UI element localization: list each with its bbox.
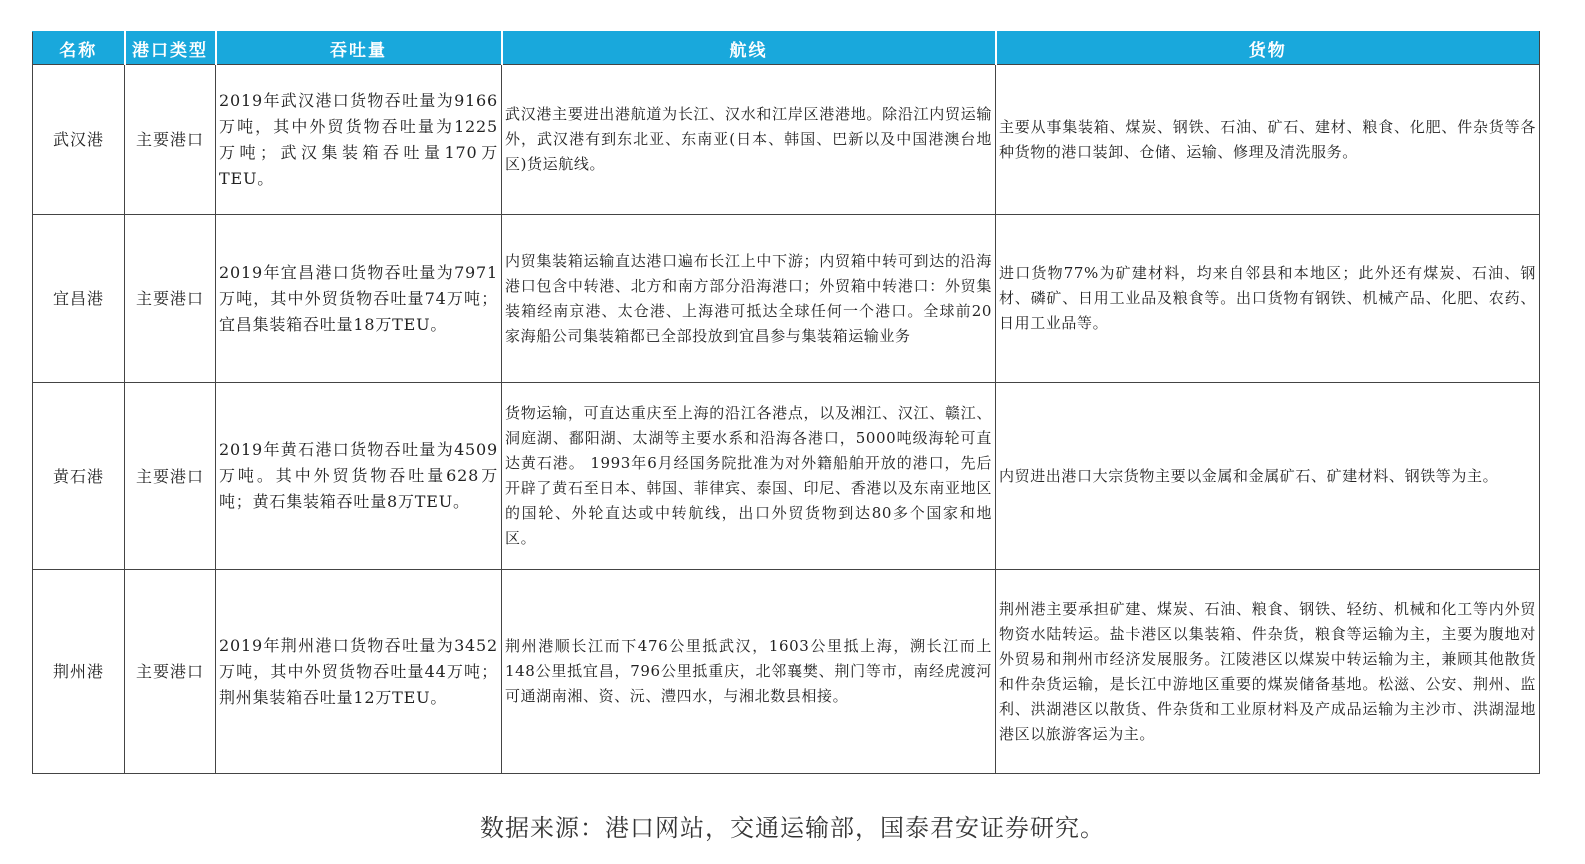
header-cargo: 货物 (996, 32, 1540, 65)
cell-cargo: 主要从事集装箱、煤炭、钢铁、石油、矿石、建材、粮食、化肥、件杂货等各种货物的港口装卸、仓储、运输、修理及清洗服务。 (996, 65, 1540, 215)
table-row-wuhan (33, 65, 1540, 215)
header-name: 名称 (33, 32, 125, 65)
cell-throughput: 2019年宜昌港口货物吞吐量为7971万吨，其中外贸货物吞吐量74万吨；宜昌集装箱吞吐量18万TEU。 (216, 215, 502, 383)
cell-throughput: 2019年武汉港口货物吞吐量为9166万吨，其中外贸货物吞吐量为1225万吨；武汉集装箱吞吐量170万TEU。 (216, 65, 502, 215)
cell-cargo: 荆州港主要承担矿建、煤炭、石油、粮食、钢铁、轻纺、机械和化工等内外贸物资水陆转运。盐卡港区以集装箱、件杂货，粮食等运输为主，主要为腹地对外贸易和荆州市经济发展服务。江陵港区以煤炭中转运输为主，兼顾其他散货和件杂货运输，是长江中游地区重要的煤炭储备基地。松滋、公安、荆州、监利、洪湖港区以散货、件杂货和工业原材料及产成品运输为主沙市、洪湖湿地港区以旅游客运为主。 (996, 570, 1540, 774)
cell-cargo: 进口货物77%为矿建材料，均来自邻县和本地区；此外还有煤炭、石油、钢材、磷矿、日用工业品及粮食等。出口货物有钢铁、机械产品、化肥、农药、日用工业品等。 (996, 215, 1540, 383)
cell-name: 宜昌港 (33, 215, 125, 383)
cell-port-type: 主要港口 (125, 65, 216, 215)
port-comparison-table (32, 31, 1540, 774)
cell-throughput: 2019年黄石港口货物吞吐量为4509万吨。其中外贸货物吞吐量628万吨；黄石集装箱吞吐量8万TEU。 (216, 383, 502, 570)
cell-name: 黄石港 (33, 383, 125, 570)
table-header-row (33, 32, 1540, 65)
table-row-jingzhou (33, 570, 1540, 774)
cell-routes: 荆州港顺长江而下476公里抵武汉，1603公里抵上海，溯长江而上148公里抵宜昌，796公里抵重庆，北邻襄樊、荆门等市，南经虎渡河可通湖南湘、资、沅、澧四水，与湘北数县相接。 (502, 570, 996, 774)
source-caption: 数据来源：港口网站，交通运输部，国泰君安证券研究。 (480, 814, 1105, 842)
cell-port-type: 主要港口 (125, 383, 216, 570)
cell-port-type: 主要港口 (125, 570, 216, 774)
header-routes: 航线 (502, 32, 996, 65)
cell-port-type: 主要港口 (125, 215, 216, 383)
table-row-huangshi (33, 383, 1540, 570)
header-throughput: 吞吐量 (216, 32, 502, 65)
cell-cargo: 内贸进出港口大宗货物主要以金属和金属矿石、矿建材料、钢铁等为主。 (996, 383, 1540, 570)
port-table-container (32, 31, 1539, 774)
cell-name: 武汉港 (33, 65, 125, 215)
cell-routes: 武汉港主要进出港航道为长江、汉水和江岸区港港地。除沿江内贸运输外，武汉港有到东北亚、东南亚(日本、韩国、巴新以及中国港澳台地区)货运航线。 (502, 65, 996, 215)
cell-routes: 货物运输，可直达重庆至上海的沿江各港点，以及湘江、汉江、赣江、洞庭湖、鄱阳湖、太湖等主要水系和沿海各港口，5000吨级海轮可直达黄石港。 1993年6月经国务院批准为对外籍船舶开放的港口，先后开辟了黄石至日本、韩国、菲律宾、泰国、印尼、香港以及东南亚地区的国轮、外轮直达或中转航线，出口外贸货物到达80多个国家和地区。 (502, 383, 996, 570)
cell-name: 荆州港 (33, 570, 125, 774)
header-port-type: 港口类型 (125, 32, 216, 65)
cell-routes: 内贸集装箱运输直达港口遍布长江上中下游；内贸箱中转可到达的沿海港口包含中转港、北方和南方部分沿海港口；外贸箱中转港口：外贸集装箱经南京港、太仓港、上海港可抵达全球任何一个港口。全球前20家海船公司集装箱都已全部投放到宜昌参与集装箱运输业务 (502, 215, 996, 383)
cell-throughput: 2019年荆州港口货物吞吐量为3452万吨，其中外贸货物吞吐量44万吨；荆州集装箱吞吐量12万TEU。 (216, 570, 502, 774)
table-row-yichang (33, 215, 1540, 383)
